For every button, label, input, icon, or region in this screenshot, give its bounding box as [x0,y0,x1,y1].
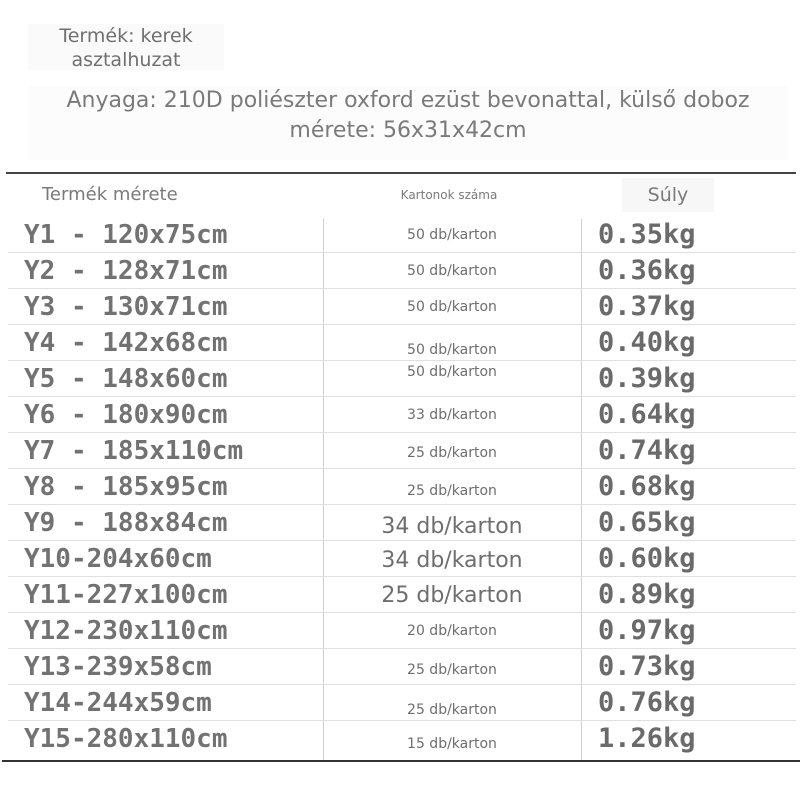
product-label-line1: Termék: kerek [59,25,193,47]
size-cell: Y8 - 185x95cm [24,472,228,502]
weight-cell: 0.64kg [598,399,696,430]
size-cell: Y9 - 188x84cm [24,508,228,538]
size-cell: Y14-244x59cm [24,688,212,718]
weight-cell: 0.65kg [598,507,696,538]
weight-cell: 0.40kg [598,327,696,358]
size-cell: Y2 - 128x71cm [24,256,228,286]
material-line2: mérete: 56x31x42cm [289,118,527,143]
weight-cell: 0.76kg [598,687,696,718]
table-row [0,469,800,505]
table-row [0,361,800,397]
size-cell: Y6 - 180x90cm [24,400,228,430]
count-cell: 50 db/karton [407,227,497,243]
weight-cell: 0.89kg [598,579,696,610]
weight-cell: 0.36kg [598,255,696,286]
count-cell: 50 db/karton [407,364,497,380]
weight-cell: 0.73kg [598,651,696,682]
count-cell: 50 db/karton [407,263,497,279]
table-row [0,505,800,541]
column-header-weight: Súly [622,178,714,212]
table-row [0,433,800,469]
material-description [28,86,788,160]
weight-cell: 0.97kg [598,615,696,646]
product-label [28,24,224,70]
table-row [0,649,800,685]
weight-cell: 0.68kg [598,471,696,502]
table-row [0,541,800,577]
size-cell: Y10-204x60cm [24,544,212,574]
size-cell: Y12-230x110cm [24,616,228,646]
size-cell: Y3 - 130x71cm [24,292,228,322]
weight-cell: 0.60kg [598,543,696,574]
count-cell: 50 db/karton [407,299,497,315]
count-cell: 50 db/karton [407,342,497,358]
table-top-rule [6,172,796,174]
count-cell: 20 db/karton [407,623,497,639]
count-cell: 33 db/karton [407,407,497,423]
table-row [0,577,800,613]
weight-cell: 0.74kg [598,435,696,466]
size-cell: Y7 - 185x110cm [24,436,244,466]
weight-cell: 0.39kg [598,363,696,394]
table-row [0,325,800,361]
weight-cell: 0.35kg [598,219,696,250]
size-cell: Y11-227x100cm [24,580,228,610]
table-row [0,289,800,325]
size-cell: Y15-280x110cm [24,724,228,754]
count-cell: 34 db/karton [381,514,523,539]
table-row [0,613,800,649]
table-row [0,685,800,721]
table-row [0,397,800,433]
weight-cell: 0.37kg [598,291,696,322]
table-bottom-rule [2,760,800,762]
count-cell: 25 db/karton [381,583,523,608]
column-header-size: Termék mérete [42,184,178,205]
count-cell: 25 db/karton [407,662,497,678]
count-cell: 25 db/karton [407,702,497,718]
table-row [0,217,800,253]
size-cell: Y5 - 148x60cm [24,364,228,394]
size-cell: Y1 - 120x75cm [24,220,228,250]
material-line1: Anyaga: 210D poliészter oxford ezüst bevonattal, külső doboz [66,88,750,113]
size-table [0,217,800,757]
size-cell: Y13-239x58cm [24,652,212,682]
product-label-line2: asztalhuzat [71,49,181,71]
count-cell: 25 db/karton [407,483,497,499]
count-cell: 25 db/karton [407,445,497,461]
column-header-count: Kartonok száma [400,188,498,202]
table-row [0,253,800,289]
size-cell: Y4 - 142x68cm [24,328,228,358]
count-cell: 34 db/karton [381,548,523,573]
count-cell: 15 db/karton [407,736,497,752]
weight-cell: 1.26kg [598,723,696,754]
table-row [0,721,800,757]
